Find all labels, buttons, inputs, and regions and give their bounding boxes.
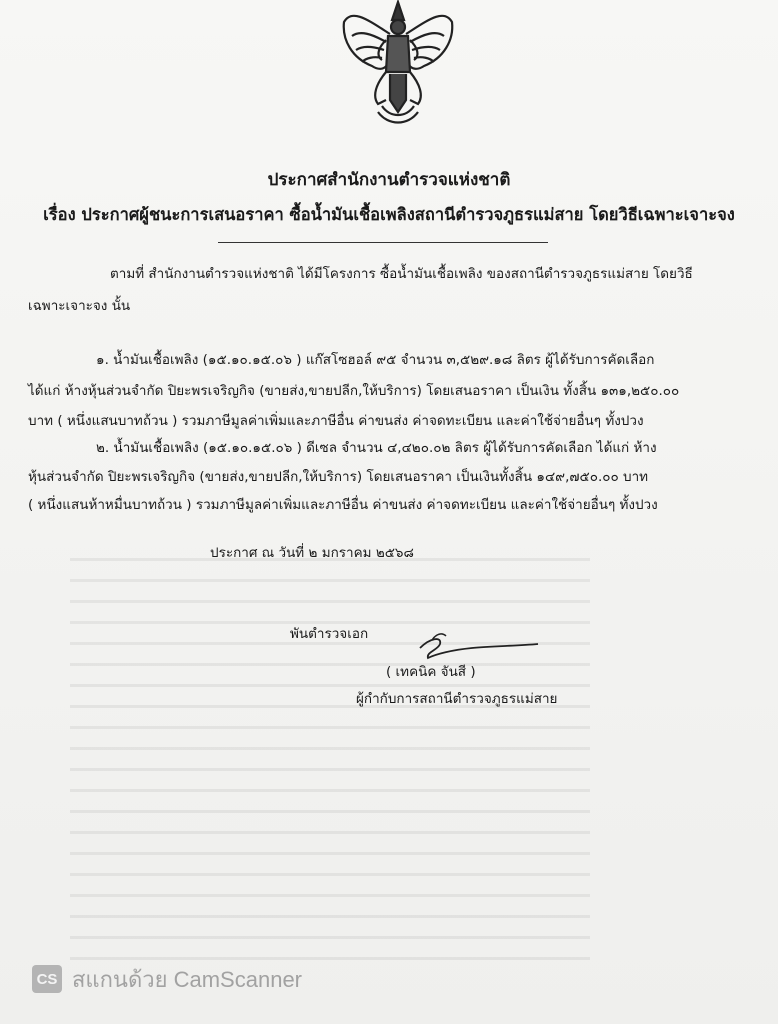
divider	[218, 242, 548, 243]
signatory-rank: พันตำรวจเอก	[290, 626, 369, 642]
garuda-emblem-icon	[338, 0, 458, 128]
intro-line: ตามที่ สำนักงานตำรวจแห่งชาติ ได้มีโครงการ ซื้อน้ำมันเชื้อเพลิง ของสถานีตำรวจภูธรแม่สาย โดยวิธี	[110, 266, 693, 282]
watermark-text: สแกนด้วย CamScanner	[72, 966, 303, 992]
intro-line: เฉพาะเจาะจง นั้น	[28, 298, 131, 314]
page-title: ประกาศสำนักงานตำรวจแห่งชาติ	[267, 170, 511, 190]
camscanner-watermark	[32, 964, 302, 994]
item-line: ๑. น้ำมันเชื้อเพลิง (๑๕.๑๐.๑๕.๐๖ ) แก๊สโซฮอล์ ๙๕ จำนวน ๓,๕๒๙.๑๘ ลิตร ผู้ได้รับการคัดเลือก	[96, 352, 655, 368]
item-line: บาท ( หนึ่งแสนบาทถ้วน ) รวมภาษีมูลค่าเพิ่มและภาษีอื่น ค่าขนส่ง ค่าจดทะเบียน และค่าใช้จ่ายอื่นๆ ทั้งปวง	[28, 413, 644, 429]
item-line: ๒. น้ำมันเชื้อเพลิง (๑๕.๑๐.๑๕.๐๖ ) ดีเซล จำนวน ๔,๔๒๐.๐๒ ลิตร ผู้ได้รับการคัดเลือก ได้แก่ ห้าง	[96, 440, 657, 456]
announcement-date: ประกาศ ณ วันที่ ๒ มกราคม ๒๕๖๘	[210, 545, 414, 561]
signatory-name: ( เทคนิค จันสี )	[386, 664, 476, 680]
document-subject: เรื่อง ประกาศผู้ชนะการเสนอราคา ซื้อน้ำมันเชื้อเพลิงสถานีตำรวจภูธรแม่สาย โดยวิธีเฉพาะเจาะจง	[43, 205, 735, 224]
item-line: หุ้นส่วนจำกัด ปิยะพรเจริญกิจ (ขายส่ง,ขายปลีก,ให้บริการ) โดยเสนอราคา เป็นเงินทั้งสิ้น ๑๔๙,๗๕๐.๐๐ บาท	[28, 469, 649, 485]
signatory-position: ผู้กำกับการสถานีตำรวจภูธรแม่สาย	[356, 691, 558, 707]
reverse-side-bleed	[70, 540, 590, 960]
item-line: ได้แก่ ห้างหุ้นส่วนจำกัด ปิยะพรเจริญกิจ (ขายส่ง,ขายปลีก,ให้บริการ) โดยเสนอราคา เป็นเงิน ทั้งสิ้น ๑๓๑,๒๕๐.๐๐	[28, 383, 680, 399]
item-line: ( หนึ่งแสนห้าหมื่นบาทถ้วน ) รวมภาษีมูลค่าเพิ่มและภาษีอื่น ค่าขนส่ง ค่าจดทะเบียน และค่าใช้จ่ายอื่นๆ ทั้งปวง	[28, 497, 658, 513]
camscanner-icon: CS	[32, 965, 62, 993]
